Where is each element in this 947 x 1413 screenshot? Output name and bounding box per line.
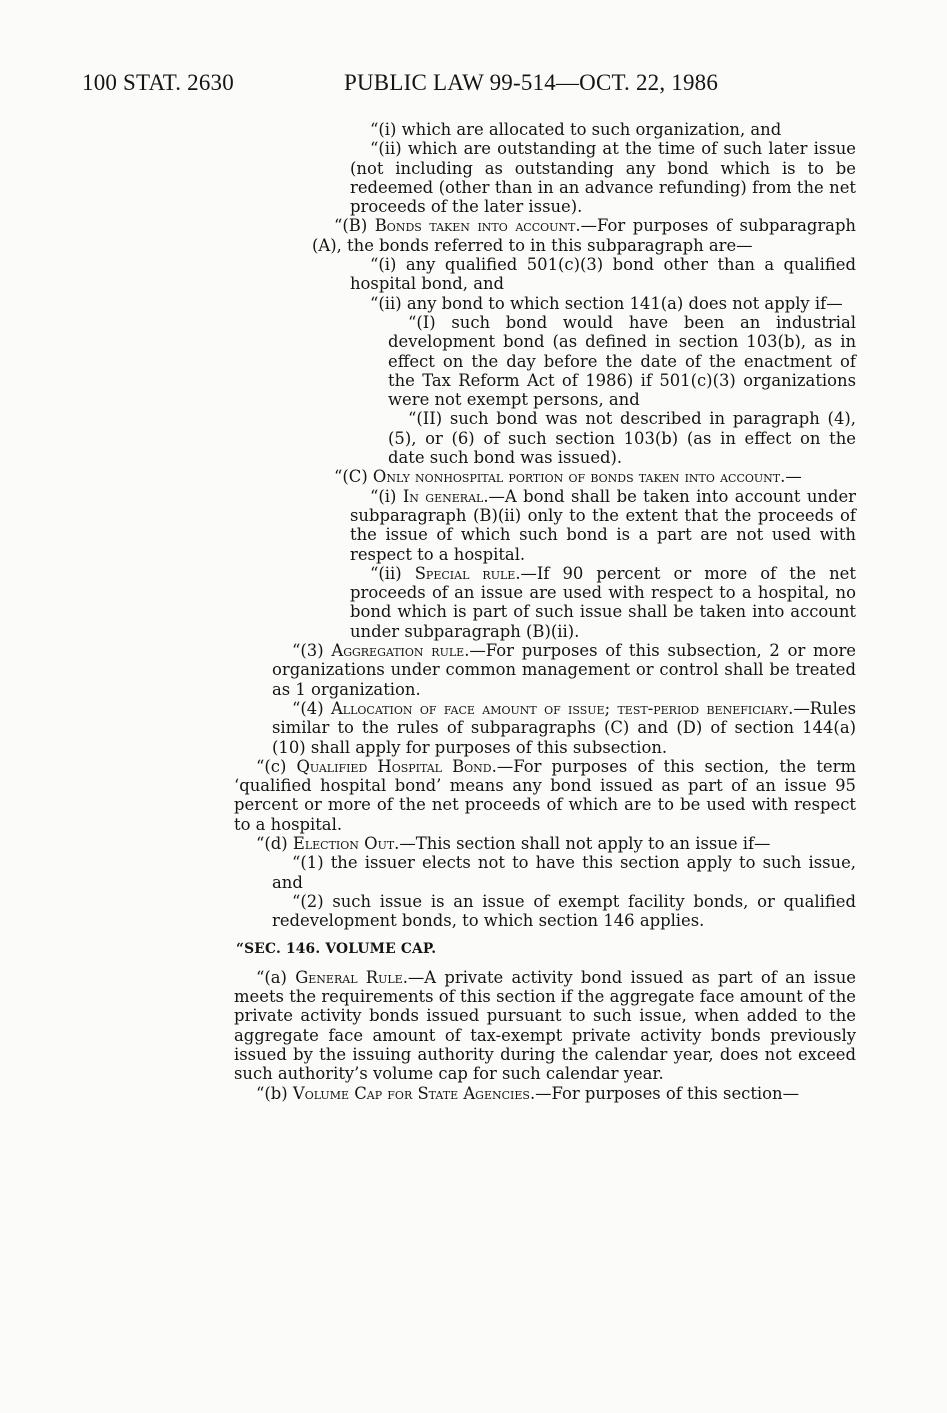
clause-i-qualified: “(i) any qualified 501(c)(3) bond other than a qualified hospital bond, and [350, 255, 856, 294]
subparagraph-c: “(C) Only nonhospital portion of bonds taken into account.— [334, 467, 802, 487]
section-146-heading: “SEC. 146. VOLUME CAP. [236, 941, 437, 958]
page-reference: 100 STAT. 2630 [82, 70, 234, 95]
subclause-II: “(II) such bond was not described in paragraph (4), (5), or (6) of such section 103(b) (as in effect on the date such bond was issued). [388, 409, 856, 468]
subsection-d-election-out: “(d) Election Out.—This section shall not apply to an issue if— [256, 833, 771, 853]
statute-body [0, 120, 947, 1103]
subclause-I: “(I) such bond would have been an industrial development bond (as defined in section 103(b), as in effect on the day before the date of the enactment of the Tax Reform Act of 1986) if 501(c)(3) organizations were not exempt persons, and [388, 312, 856, 410]
clause-in-general: “(i) In general.—A bond shall be taken into account under subparagraph (B)(ii) only to the extent that the proceeds of the issue of which such bond is a part are not used with respect to a hospital. [350, 486, 856, 564]
running-header: PUBLIC LAW 99-514—OCT. 22, 1986 [344, 70, 719, 95]
subparagraph-b: “(B) Bonds taken into account.—For purposes of subparagraph (A), the bonds referred to in this subparagraph are— [312, 216, 856, 255]
clause-ii-bond: “(ii) any bond to which section 141(a) does not apply if— [370, 293, 843, 313]
paragraph-3-aggregation: “(3) Aggregation rule.—For purposes of this subsection, 2 or more organizations under common management or control shall be treated as 1 organization. [272, 641, 857, 699]
subsection-c-qualified-hospital-bond: “(c) Qualified Hospital Bond.—For purposes of this section, the term ‘qualified hospital bond’ means any bond issued as part of an issue 95 percent or more of the net proceeds of which are to be used with respect to a hospital. [234, 756, 856, 834]
subsection-a-general-rule: “(a) General Rule.—A private activity bond issued as part of an issue meets the requirements of this section if the aggregate face amount of the private activity bonds issued pursuant to such issue, when added to the aggregate face amount of tax-exempt private activity bonds previously issued by the issuing authority during the calendar year, does not exceed such authority’s volume cap for such calendar year. [234, 967, 856, 1084]
clause-i-allocated: “(i) which are allocated to such organization, and [370, 120, 782, 139]
paragraph-1-issuer-elects: “(1) the issuer elects not to have this section apply to such issue, and [272, 853, 856, 892]
clause-ii-outstanding: “(ii) which are outstanding at the time of such later issue (not including as outstanding any bond which is to be redeemed (other than in an advance refunding) from the net proceeds of the later issue). [350, 139, 856, 217]
paragraph-4-allocation: “(4) Allocation of face amount of issue; test-period beneficiary.—Rules similar to the rules of subparagraphs (C) and (D) of section 144(a)(10) shall apply for purposes of this subsection. [272, 698, 856, 757]
paragraph-2-exempt-facility: “(2) such issue is an issue of exempt facility bonds, or qualified redevelopment bonds, to which section 146 applies. [272, 891, 856, 931]
clause-special-rule: “(ii) Special rule.—If 90 percent or more of the net proceeds of an issue are used with respect to a hospital, no bond which is part of such issue shall be taken into account under subparagraph (B)(ii). [350, 563, 856, 641]
subsection-b-volume-cap: “(b) Volume Cap for State Agencies.—For purposes of this section— [256, 1083, 799, 1103]
